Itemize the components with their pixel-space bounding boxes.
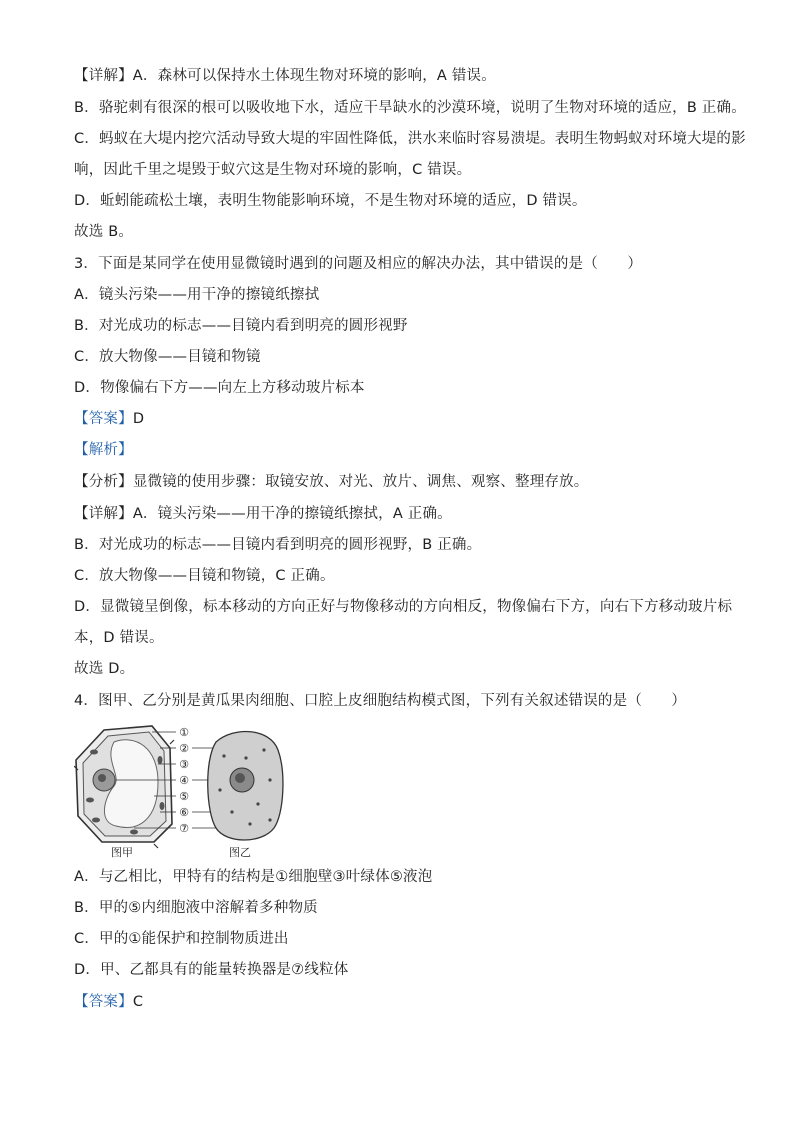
detail-paragraph-b: B．骆驼刺有很深的根可以吸收地下水，适应干旱缺水的沙漠环境，说明了生物对环境的适应，B 正确。 (74, 100, 746, 116)
question-3-option-d: D．物像偏右下方——向左上方移动玻片标本 (74, 380, 365, 396)
answer-4 (74, 992, 143, 1012)
detail-paragraph-d: D．蚯蚓能疏松土壤，表明生物能影响环境，不是生物对环境的适应，D 错误。 (74, 193, 587, 209)
analysis-3 (74, 472, 589, 492)
detail-3-a (74, 504, 452, 524)
conclusion-q2: 故选 B。 (74, 224, 134, 240)
question-4-option-c: C．甲的①能保护和控制物质进出 (74, 931, 289, 947)
answer-3 (74, 409, 144, 429)
animal-cell-diagram (208, 732, 283, 840)
label-5: ⑤ (179, 790, 189, 803)
analysis-tag: 【分析】 (74, 474, 133, 490)
label-1: ① (179, 726, 189, 739)
question-3-option-b: B．对光成功的标志——目镜内看到明亮的圆形视野 (74, 318, 408, 334)
label-6: ⑥ (179, 806, 189, 819)
answer-value: C (132, 994, 144, 1010)
answer-value: D (132, 411, 145, 427)
label-3: ③ (179, 758, 189, 771)
plant-cell-diagram (74, 726, 174, 848)
label-7: ⑦ (179, 822, 189, 835)
analysis-heading: 【解析】 (74, 442, 133, 458)
question-4-option-b: B．甲的⑤内细胞液中溶解着多种物质 (74, 900, 318, 916)
question-4-option-d: D．甲、乙都具有的能量转换器是⑦线粒体 (74, 962, 349, 978)
label-2: ② (179, 742, 189, 755)
detail-paragraph-c-line2: 响，因此千里之堤毁于蚁穴这是生物对环境的影响，C 错误。 (74, 162, 472, 178)
question-4-stem: 4．图甲、乙分别是黄瓜果肉细胞、口腔上皮细胞结构模式图，下列有关叙述错误的是（ ） (74, 693, 687, 709)
question-3-stem: 3．下面是某同学在使用显微镜时遇到的问题及相应的解决办法，其中错误的是（ ） (74, 256, 643, 272)
conclusion-q3: 故选 D。 (74, 661, 135, 677)
answer-tag: 【答案】 (74, 411, 133, 427)
detail-3-d-line1: D．显微镜呈倒像，标本移动的方向正好与物像移动的方向相反，物像偏右下方，向右下方移动玻片标 (74, 599, 733, 615)
analysis-text: 显微镜的使用步骤：取镜安放、对光、放片、调焦、观察、整理存放。 (132, 474, 589, 490)
cell-structure-figure (74, 720, 324, 862)
question-3-option-c: C．放大物像——目镜和物镜 (74, 349, 261, 365)
label-4: ④ (179, 774, 189, 787)
figure-caption-a: 图甲 (111, 846, 133, 859)
detail-tag: 【详解】 (74, 506, 133, 522)
question-4-option-a: A．与乙相比，甲特有的结构是①细胞壁③叶绿体⑤液泡 (74, 869, 433, 885)
figure-caption-b: 图乙 (229, 846, 251, 859)
detail-3-d-line2: 本，D 错误。 (74, 630, 164, 646)
detail-text: A．镜头污染——用干净的擦镜纸擦拭，A 正确。 (132, 506, 452, 522)
detail-paragraph-c-line1: C．蚂蚁在大堤内挖穴活动导致大堤的牢固性降低，洪水来临时容易溃堤。表明生物蚂蚁对环境大堤的影 (74, 131, 746, 147)
answer-tag: 【答案】 (74, 994, 133, 1010)
question-3-option-a: A．镜头污染——用干净的擦镜纸擦拭 (74, 287, 320, 303)
detail-paragraph-a: 【详解】A．森林可以保持水土体现生物对环境的影响，A 错误。 (74, 68, 496, 84)
detail-3-c: C．放大物像——目镜和物镜，C 正确。 (74, 568, 335, 584)
detail-3-b: B．对光成功的标志——目镜内看到明亮的圆形视野，B 正确。 (74, 537, 482, 553)
